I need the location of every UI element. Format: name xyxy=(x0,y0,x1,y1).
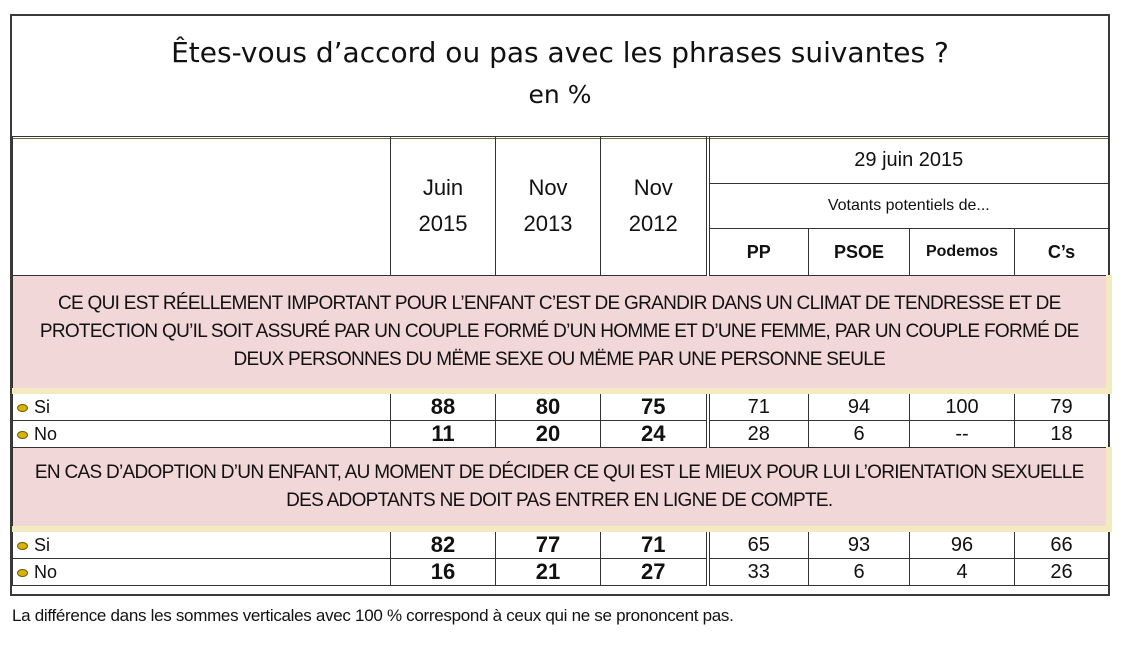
header-blank xyxy=(13,137,391,276)
cell-value: 20 xyxy=(496,421,601,448)
cell-value: 33 xyxy=(708,559,809,586)
bullet-icon xyxy=(17,569,28,577)
table-row xyxy=(13,391,1109,421)
cell-value: 79 xyxy=(1015,391,1109,421)
col-header-nov-2012: Nov 2012 xyxy=(601,137,708,276)
cell-value: 4 xyxy=(910,559,1015,586)
table-row xyxy=(13,559,1109,586)
cell-value: 6 xyxy=(809,559,910,586)
bullet-icon xyxy=(17,404,28,412)
question-2: EN CAS D’ADOPTION D’UN ENFANT, AU MOMENT DE DÉCIDER CE QUI EST LE MIEUX POUR LUI L’ORIENTATION SEXUELLE DES ADOPTANTS NE DOIT PAS ENTRER EN LIGNE DE COMPTE. xyxy=(13,448,1109,530)
cell-value: 94 xyxy=(809,391,910,421)
survey-table-frame xyxy=(10,14,1110,596)
cell-value: 28 xyxy=(708,421,809,448)
cell-value: 93 xyxy=(809,529,910,559)
cell-value: 80 xyxy=(496,391,601,421)
results-table xyxy=(12,136,1112,586)
cell-value: 75 xyxy=(601,391,708,421)
cell-value: 24 xyxy=(601,421,708,448)
cell-value: 26 xyxy=(1015,559,1109,586)
cell-value: 71 xyxy=(708,391,809,421)
bullet-icon xyxy=(17,542,28,550)
cell-value: -- xyxy=(910,421,1015,448)
cell-value: 71 xyxy=(601,529,708,559)
cell-value: 65 xyxy=(708,529,809,559)
col-header-nov-2013: Nov 2013 xyxy=(496,137,601,276)
party-header-cs: C’s xyxy=(1015,229,1109,276)
cell-value: 82 xyxy=(391,529,496,559)
cell-value: 6 xyxy=(809,421,910,448)
col-header-juin-2015: Juin 2015 xyxy=(391,137,496,276)
cell-value: 27 xyxy=(601,559,708,586)
title-box xyxy=(12,16,1108,139)
cell-value: 77 xyxy=(496,529,601,559)
footnote: La différence dans les sommes verticales avec 100 % correspond à ceux qui ne se prononcent pas. xyxy=(12,606,734,625)
cell-value: 100 xyxy=(910,391,1015,421)
party-header-podemos: Podemos xyxy=(910,229,1015,276)
cell-value: 16 xyxy=(391,559,496,586)
cell-value: 96 xyxy=(910,529,1015,559)
group-label-header: Votants potentiels de... xyxy=(708,184,1109,229)
cell-value: 21 xyxy=(496,559,601,586)
group-date-header: 29 juin 2015 xyxy=(708,137,1109,184)
cell-value: 66 xyxy=(1015,529,1109,559)
page-title: Êtes-vous d’accord ou pas avec les phrases suivantes ? xyxy=(171,36,949,69)
party-header-psoe: PSOE xyxy=(809,229,910,276)
row-label-si: Si xyxy=(13,529,391,559)
party-header-pp: PP xyxy=(708,229,809,276)
page-subtitle: en % xyxy=(528,80,592,109)
question-1: CE QUI EST RÉELLEMENT IMPORTANT POUR L’ENFANT C’EST DE GRANDIR DANS UN CLIMAT DE TENDRESSE ET DE PROTECTION QU’IL SOIT ASSURÉ PAR UN COUPLE FORMÉ D’UN HOMME ET D’UNE FEMME, PAR UN COUPLE FORMÉ DE DEUX PERSONNES DU MËME SEXE OU MËME PAR UNE PERSONNE SEULE xyxy=(13,276,1109,392)
table-row xyxy=(13,529,1109,559)
cell-value: 11 xyxy=(391,421,496,448)
cell-value: 18 xyxy=(1015,421,1109,448)
row-label-no: No xyxy=(13,559,391,586)
table-row xyxy=(13,421,1109,448)
row-label-si: Si xyxy=(13,391,391,421)
bullet-icon xyxy=(17,431,28,439)
cell-value: 88 xyxy=(391,391,496,421)
row-label-no: No xyxy=(13,421,391,448)
